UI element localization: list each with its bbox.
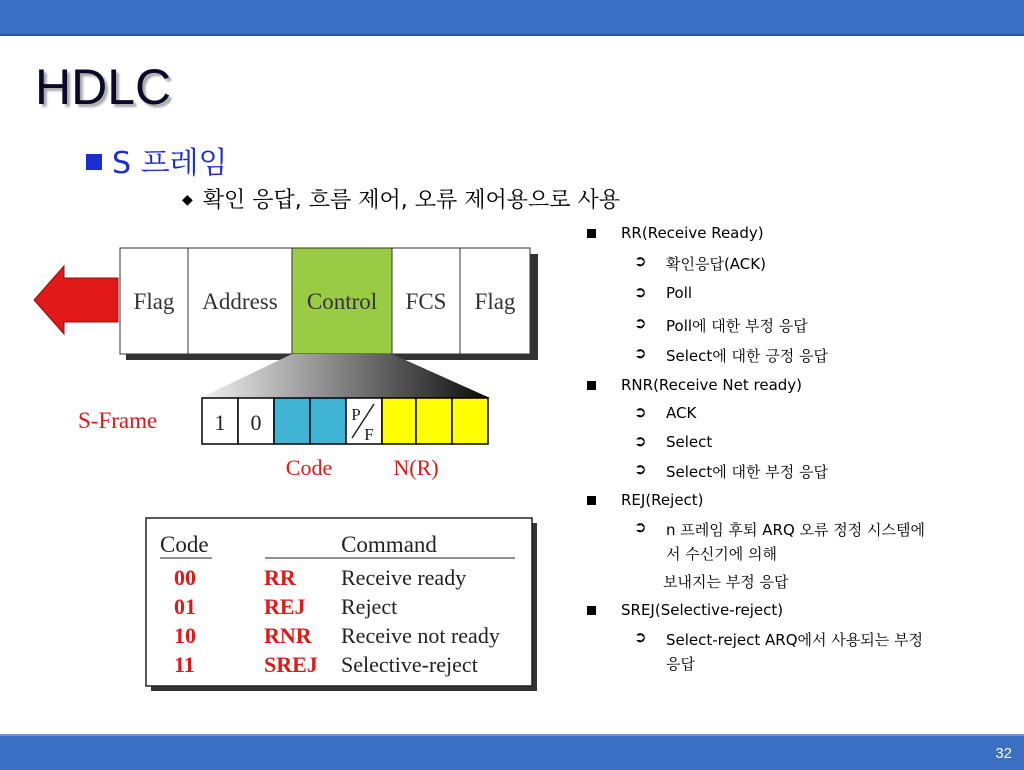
square-bullet-icon xyxy=(587,229,596,238)
row-code: 01 xyxy=(174,594,196,619)
arrow-bullet-icon: ➲ xyxy=(634,283,647,301)
rej-sub-continued: 보내지는 부정 응답 xyxy=(663,573,789,591)
rnr-sub: ➲ Select에 대한 부정 응답 xyxy=(634,460,829,481)
rr-sub: ➲ Select에 대한 긍정 응답 xyxy=(634,344,829,365)
arrow-bullet-icon: ➲ xyxy=(634,252,647,270)
arrow-bullet-icon: ➲ xyxy=(634,628,647,646)
table-header-command: Command xyxy=(341,532,437,557)
bit-2-value: 0 xyxy=(250,410,262,435)
direction-arrow-icon xyxy=(34,266,118,334)
arrow-bullet-icon: ➲ xyxy=(634,460,647,478)
control-expansion-shape xyxy=(200,354,490,398)
field-control-label: Control xyxy=(306,289,378,314)
field-flag-2-label: Flag xyxy=(474,289,516,314)
row-desc: Selective-reject xyxy=(341,652,478,677)
arrow-bullet-icon: ➲ xyxy=(634,314,647,332)
rnr-sub: ➲ Select xyxy=(634,432,713,451)
rnr-sub: ➲ ACK xyxy=(634,403,697,422)
table-header-code: Code xyxy=(160,532,209,557)
row-abbr: REJ xyxy=(264,594,306,619)
square-bullet-icon xyxy=(587,496,596,505)
field-flag-1-label: Flag xyxy=(133,289,175,314)
bit-1-value: 1 xyxy=(214,410,226,435)
rr-sub: ➲ 확인응답(ACK) xyxy=(634,252,766,273)
bottom-bar xyxy=(0,734,1024,770)
rnr-title: RNR(Receive Net ready) xyxy=(621,376,802,394)
rej-sub: ➲ n 프레임 후퇴 ARQ 오류 정정 시스템에 xyxy=(634,518,925,539)
row-abbr: SREJ xyxy=(264,652,318,677)
slide-title: HDLC xyxy=(35,59,172,115)
srej-sub: ➲ Select-reject ARQ에서 사용되는 부정 xyxy=(634,628,923,649)
row-abbr: RR xyxy=(264,565,296,590)
rr-title: RR(Receive Ready) xyxy=(621,224,764,242)
diamond-bullet-icon: ◆ xyxy=(182,192,193,208)
pf-bottom-label: F xyxy=(364,425,374,444)
square-bullet-icon xyxy=(587,381,596,390)
rej-sub-continued: 서 수신기에 의해 xyxy=(666,545,777,563)
arrow-bullet-icon: ➲ xyxy=(634,432,647,450)
bullet-level1-text: S 프레임 xyxy=(112,146,228,181)
field-address-label: Address xyxy=(202,289,278,314)
row-code: 10 xyxy=(174,623,196,648)
arrow-bullet-icon: ➲ xyxy=(634,344,647,362)
pf-top-label: P xyxy=(351,405,361,424)
srej-sub-continued: 응답 xyxy=(666,655,695,673)
row-desc: Receive not ready xyxy=(341,623,500,648)
row-code: 00 xyxy=(174,565,196,590)
bit-4-code xyxy=(310,398,346,444)
bit-8-nr xyxy=(452,398,488,444)
page-number: 32 xyxy=(995,745,1012,762)
code-label: Code xyxy=(285,455,333,480)
bullet-level2-text: 확인 응답, 흐름 제어, 오류 제어용으로 사용 xyxy=(202,188,621,213)
rej-title: REJ(Reject) xyxy=(621,491,704,509)
bit-6-nr xyxy=(382,398,416,444)
row-abbr: RNR xyxy=(264,623,312,648)
bit-3-code xyxy=(274,398,310,444)
nr-label: N(R) xyxy=(393,455,439,480)
row-desc: Receive ready xyxy=(341,565,467,590)
rr-sub: ➲ Poll에 대한 부정 응답 xyxy=(634,314,808,335)
row-code: 11 xyxy=(174,652,195,677)
sframe-label: S-Frame xyxy=(78,408,158,433)
square-bullet-icon xyxy=(587,606,596,615)
bit-7-nr xyxy=(416,398,452,444)
srej-title: SREJ(Selective-reject) xyxy=(621,601,783,619)
row-desc: Reject xyxy=(341,594,398,619)
arrow-bullet-icon: ➲ xyxy=(634,403,647,421)
rr-sub: ➲ Poll xyxy=(634,283,693,302)
field-fcs-label: FCS xyxy=(405,289,447,314)
arrow-bullet-icon: ➲ xyxy=(634,518,647,536)
